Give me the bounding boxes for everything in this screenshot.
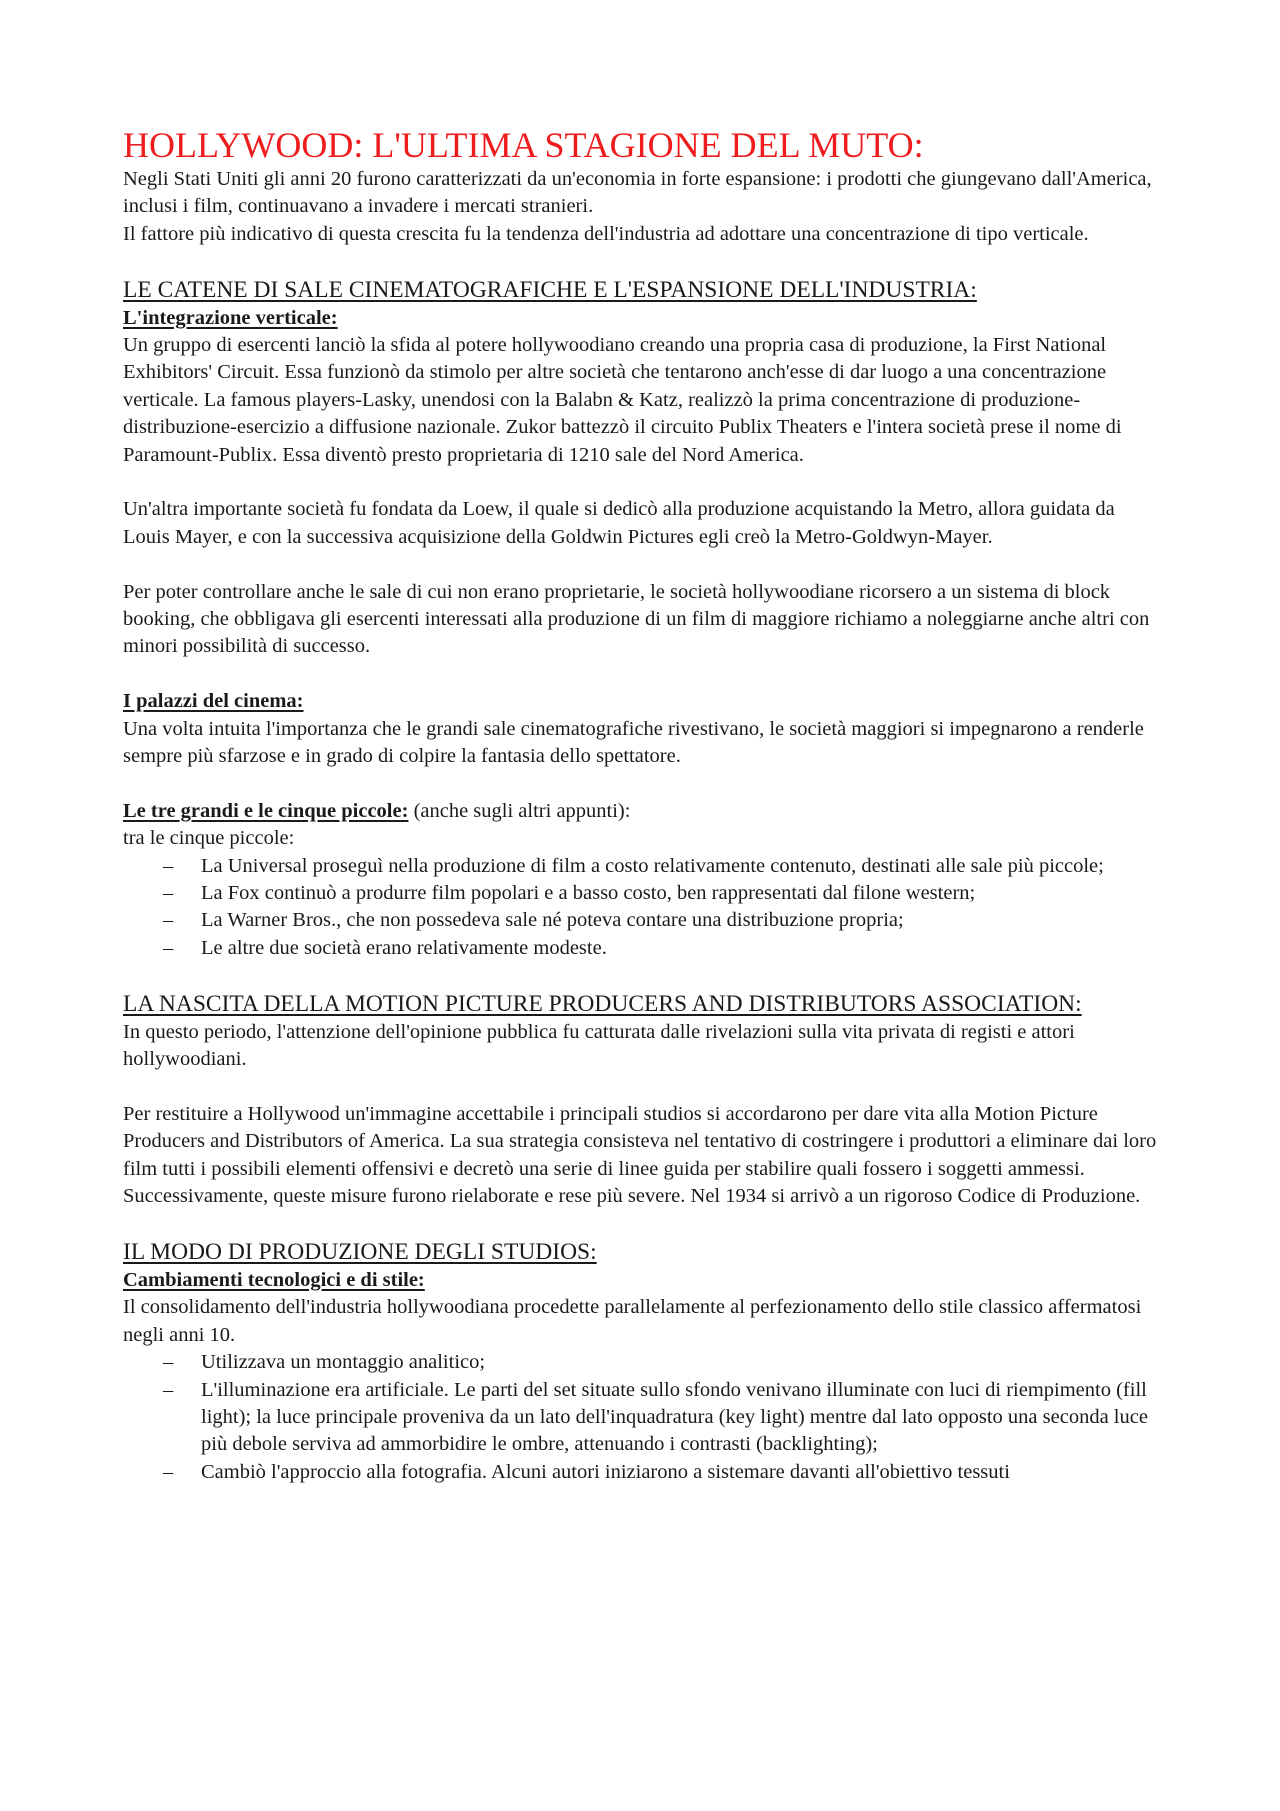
blank-line (123, 469, 1165, 496)
blank-line (123, 962, 1165, 989)
stile-classico-list (123, 1349, 1165, 1486)
paragraph-codice-produzione: Per restituire a Hollywood un'immagine accettabile i principali studios si accordarono per dare vita alla Motion Picture Producers and Distributors of America. La sua strategia consisteva nel tentativo di costringere i produttori a eliminare dai loro film tutti i possibili elementi offensivi e decretò una serie di linee guida per stabilire quali fossero i soggetti ammessi. Successivamente, queste misure furono rielaborate e rese più severe. Nel 1934 si arrivò a un rigoroso Codice di Produzione. (123, 1102, 1157, 1208)
subheading-palazzi-cinema: I palazzi del cinema: (123, 690, 304, 713)
blank-line (123, 1211, 1165, 1238)
paragraph-consolidamento: Il consolidamento dell'industria hollywoodiana procedette parallelamente al perfezionamento dello stile classico affermatosi negli anni 10. (123, 1296, 1142, 1346)
list-item (163, 880, 1165, 907)
section-heading-mppda: LA NASCITA DELLA MOTION PICTURE PRODUCERS AND DISTRIBUTORS ASSOCIATION: (123, 990, 1082, 1017)
dash-bullet: – (163, 1351, 174, 1374)
dash-bullet: – (163, 936, 174, 959)
paragraph-palazzi: Una volta intuita l'importanza che le grandi sale cinematografiche rivestivano, le società maggiori si impegnarono a renderle sempre più sfarzose e in grado di colpire la fantasia dello spettatore. (123, 717, 1144, 768)
intro-paragraph-1: Negli Stati Uniti gli anni 20 furono caratterizzati da un'economia in forte espansione: i prodotti che giungevano dall'America, inclusi i film, continuavano a invadere i mercati stranieri. (123, 168, 1152, 218)
list-item-text: La Fox continuò a produrre film popolari e a basso costo, ben rappresentati dal filone western; (201, 882, 976, 905)
blank-line (123, 1074, 1165, 1101)
blank-line (123, 551, 1165, 578)
document-page (123, 124, 1165, 1486)
dash-bullet: – (163, 909, 174, 932)
blank-line (123, 770, 1165, 797)
subheading-tre-grandi: Le tre grandi e le cinque piccole: (123, 799, 409, 822)
list-item-text: Cambiò l'approccio alla fotografia. Alcuni autori iniziarono a sistemare davanti all'obiettivo tessuti (201, 1460, 1010, 1483)
cinque-piccole-list (123, 853, 1165, 963)
list-item-text: Utilizzava un montaggio analitico; (201, 1351, 486, 1374)
paragraph-first-national: Un gruppo di esercenti lanciò la sfida al potere hollywoodiano creando una propria casa di produzione, la First National Exhibitors' Circuit. Essa funzionò da stimolo per altre società che tentarono anch'esse di dar luogo a una concentrazione verticale. La famous players-Lasky, unendosi con la Balabn & Katz, realizzò la prima concentrazione di produzione-distribuzione-esercizio a diffusione nazionale. Zukor battezzò il circuito Publix Theaters e l'intera società prese il nome di Paramount-Publix. Essa diventò presto proprietaria di 1210 sale del Nord America. (123, 334, 1122, 466)
subheading-cambiamenti: Cambiamenti tecnologici e di stile: (123, 1268, 425, 1291)
document-title: HOLLYWOOD: L'ULTIMA STAGIONE DEL MUTO: (123, 125, 924, 165)
list-item-text: Le altre due società erano relativamente modeste. (201, 936, 607, 959)
list-item (163, 1459, 1165, 1486)
list-item-text: La Universal proseguì nella produzione di film a costo relativamente contenuto, destinati alle sale più piccole; (201, 854, 1104, 877)
blank-line (123, 661, 1165, 688)
dash-bullet: – (163, 854, 174, 877)
intro-paragraph-2: Il fattore più indicativo di questa crescita fu la tendenza dell'industria ad adottare una concentrazione di tipo verticale. (123, 222, 1089, 245)
paragraph-block-booking: Per poter controllare anche le sale di cui non erano proprietarie, le società hollywoodiane ricorsero a un sistema di block booking, che obbligava gli esercenti interessati alla produzione di un film di maggiore richiamo a noleggiarne anche altri con minori possibilità di successo. (123, 580, 1150, 658)
list-item-text: L'illuminazione era artificiale. Le parti del set situate sullo sfondo venivano illuminate con luci di riempimento (fill light); la luce principale proveniva da un lato dell'inquadratura (key light) mentre dal lato opposto una seconda luce più debole serviva ad ammorbidire le ombre, attenuando i contrasti (backlighting); (201, 1378, 1148, 1456)
list-item (163, 1377, 1165, 1459)
dash-bullet: – (163, 1460, 174, 1483)
list-lead: tra le cinque piccole: (123, 827, 295, 850)
list-item (163, 1349, 1165, 1376)
section-heading-modo-produzione: IL MODO DI PRODUZIONE DEGLI STUDIOS: (123, 1238, 597, 1265)
list-item-text: La Warner Bros., che non possedeva sale né poteva contare una distribuzione propria; (201, 909, 904, 932)
list-item (163, 853, 1165, 880)
list-item (163, 907, 1165, 934)
dash-bullet: – (163, 882, 174, 905)
tre-grandi-line (123, 798, 1165, 825)
subheading-integrazione-verticale: L'integrazione verticale: (123, 306, 338, 329)
paragraph-loew: Un'altra importante società fu fondata da Loew, il quale si dedicò alla produzione acquistando la Metro, allora guidata da Louis Mayer, e con la successiva acquisizione della Goldwin Pictures egli creò la Metro-Goldwyn-Mayer. (123, 498, 1115, 548)
list-item (163, 935, 1165, 962)
subheading-note: (anche sugli altri appunti): (408, 799, 631, 822)
dash-bullet: – (163, 1378, 174, 1401)
section-heading-catene: LE CATENE DI SALE CINEMATOGRAFICHE E L'ESPANSIONE DELL'INDUSTRIA: (123, 276, 977, 303)
paragraph-opinione-pubblica: In questo periodo, l'attenzione dell'opinione pubblica fu catturata dalle rivelazioni sulla vita privata di registi e attori hollywoodiani. (123, 1020, 1075, 1071)
blank-line (123, 248, 1165, 275)
